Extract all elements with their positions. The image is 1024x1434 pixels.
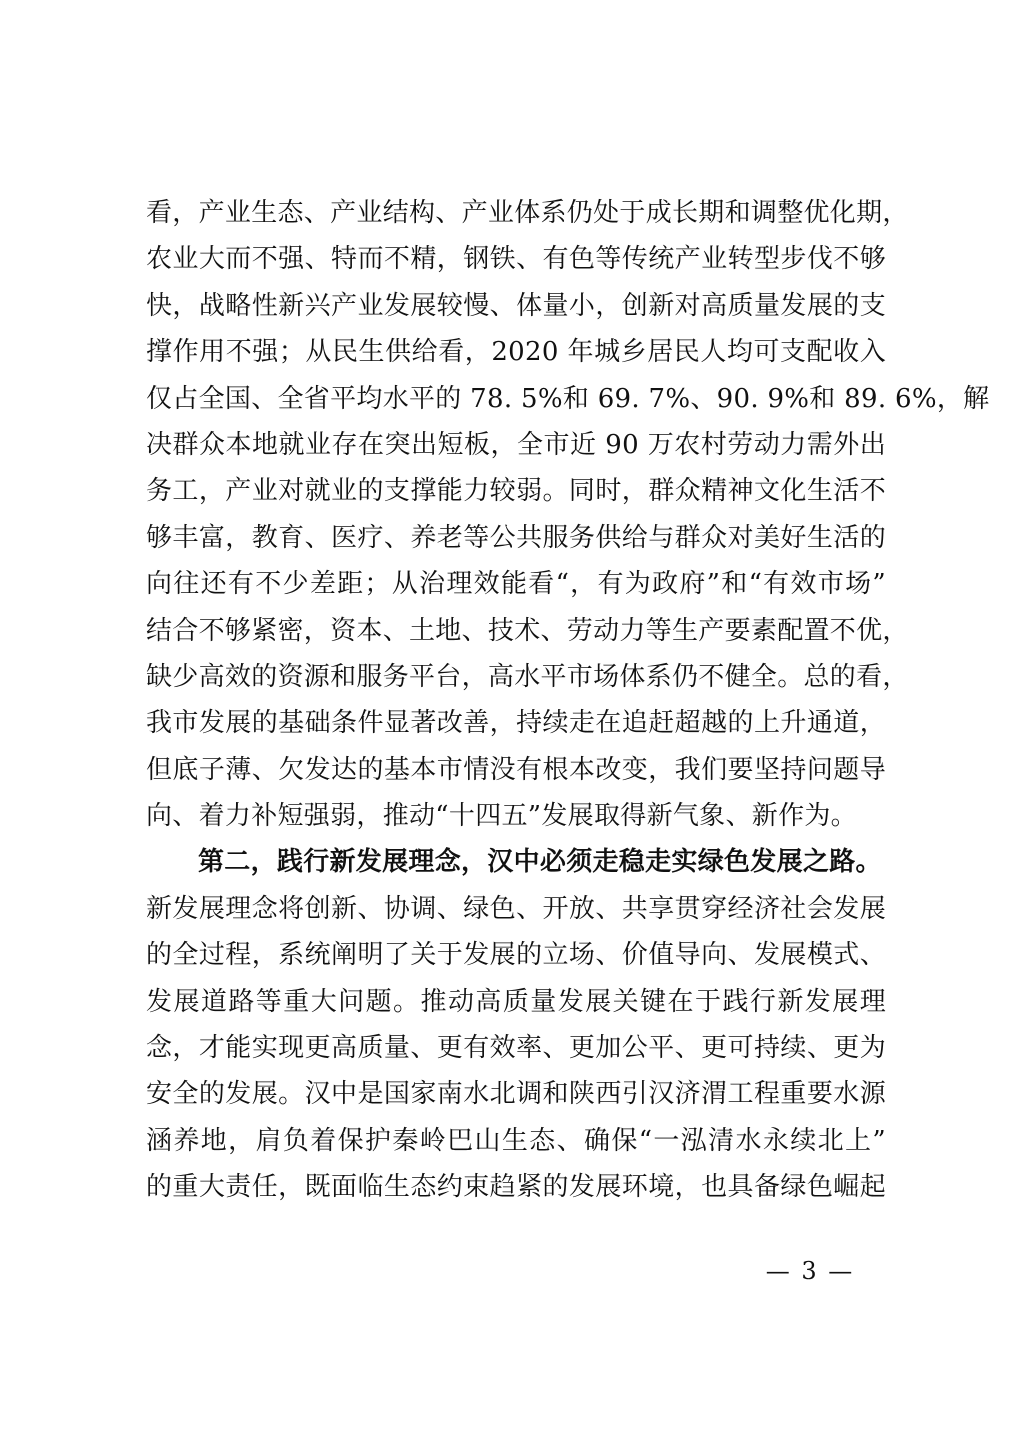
section-heading: 第二，践行新发展理念，汉中必须走稳走实绿色发展之路。 [198, 847, 882, 878]
text-line: 新发展理念将创新、协调、绿色、开放、共享贯穿经济社会发展 [146, 893, 886, 924]
text-line: 念，才能实现更高质量、更有效率、更加公平、更可持续、更为 [146, 1033, 886, 1064]
body-text [146, 190, 990, 1211]
text-line: 发展道路等重大问题。推动高质量发展关键在于践行新发展理 [146, 986, 886, 1017]
text-line: 够丰富，教育、医疗、养老等公共服务供给与群众对美好生活的 [146, 522, 886, 553]
text-line: 农业大而不强、特而不精，钢铁、有色等传统产业转型步伐不够 [146, 244, 886, 275]
text-line: 涵养地，肩负着保护秦岭巴山生态、确保“一泓清水永续北上” [146, 1125, 886, 1156]
text-line: 的全过程，系统阐明了关于发展的立场、价值导向、发展模式、 [146, 940, 886, 971]
text-line: 向往还有不少差距；从治理效能看“，有为政府”和“有效市场” [146, 569, 886, 600]
text-line: 的重大责任，既面临生态约束趋紧的发展环境，也具备绿色崛起 [146, 1172, 886, 1203]
text-line: 我市发展的基础条件显著改善，持续走在追赶超越的上升通道， [146, 708, 886, 739]
text-line: 务工，产业对就业的支撑能力较弱。同时，群众精神文化生活不 [146, 476, 886, 507]
text-line: 决群众本地就业存在突出短板，全市近 90 万农村劳动力需外出 [146, 429, 886, 460]
text-line: 向、着力补短强弱，推动“十四五”发展取得新气象、新作为。 [146, 801, 857, 832]
text-line: 撑作用不强；从民生供给看，2020 年城乡居民人均可支配收入 [146, 337, 886, 368]
text-line: 看，产业生态、产业结构、产业体系仍处于成长期和调整优化期， [146, 198, 909, 228]
text-line: 安全的发展。汉中是国家南水北调和陕西引汉济渭工程重要水源 [146, 1079, 886, 1110]
text-line: 仅占全国、全省平均水平的 78. 5%和 69. 7%、90. 9%和 89. 6%，解 [146, 383, 990, 414]
text-line: 但底子薄、欠发达的基本市情没有根本改变，我们要坚持问题导 [146, 754, 886, 785]
page-number: — 3 — [765, 1257, 855, 1285]
text-line: 结合不够紧密，资本、土地、技术、劳动力等生产要素配置不优， [146, 615, 909, 646]
text-line: 缺少高效的资源和服务平台，高水平市场体系仍不健全。总的看， [146, 661, 909, 692]
text-line: 快，战略性新兴产业发展较慢、体量小，创新对高质量发展的支 [146, 290, 886, 321]
